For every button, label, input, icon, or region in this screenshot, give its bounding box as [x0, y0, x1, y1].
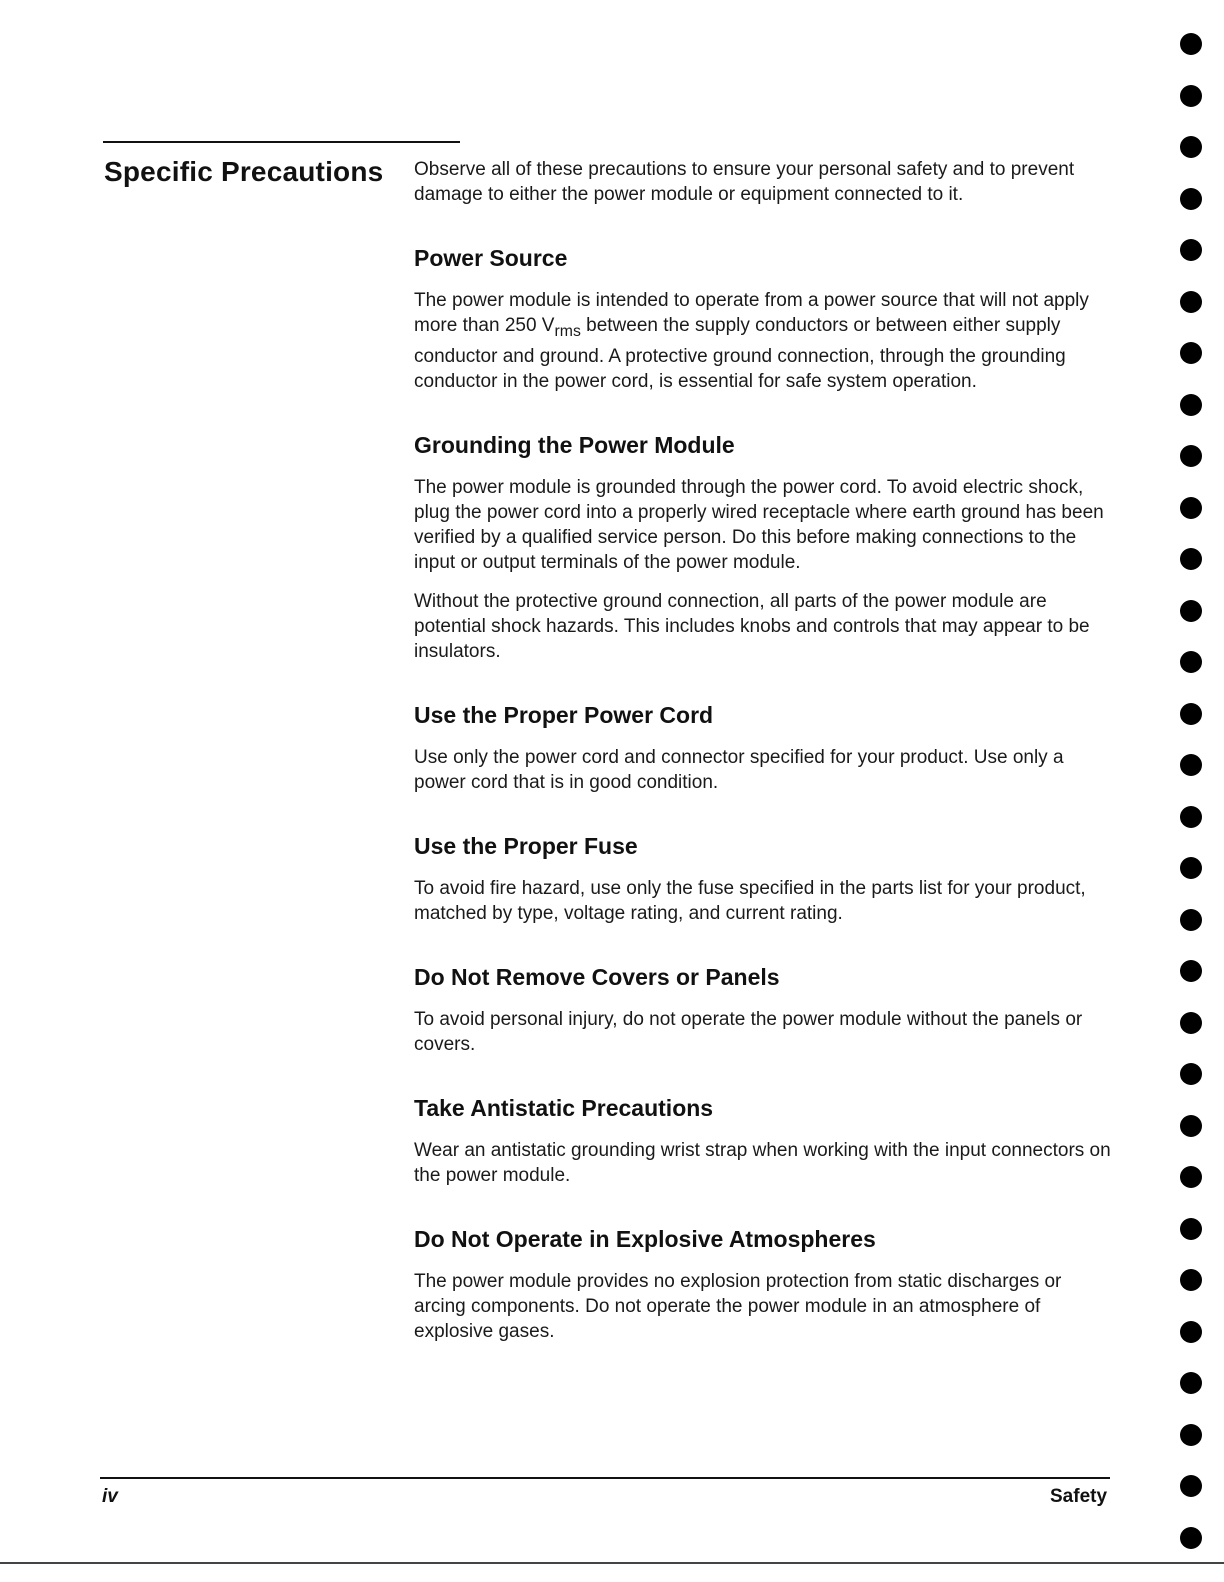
- section-heading: Do Not Remove Covers or Panels: [414, 963, 780, 990]
- punch-hole: [1180, 291, 1202, 313]
- footer-rule: [100, 1477, 1110, 1479]
- punch-hole: [1180, 188, 1202, 210]
- punch-hole: [1180, 394, 1202, 416]
- punch-hole: [1180, 85, 1202, 107]
- punch-hole: [1180, 1012, 1202, 1034]
- punch-hole: [1180, 1115, 1202, 1137]
- punch-hole: [1180, 239, 1202, 261]
- section-paragraph: The power module provides no explosion protection from static discharges or arcing components. Do not operate the power module in an atmosphere of explosive gases.: [414, 1270, 1062, 1342]
- punch-hole: [1180, 1321, 1202, 1343]
- punch-hole: [1180, 960, 1202, 982]
- section-fuse: [414, 832, 1114, 926]
- punch-hole: [1180, 548, 1202, 570]
- punch-hole: [1180, 1527, 1202, 1549]
- section-covers: [414, 963, 1114, 1057]
- section-explosive: [414, 1225, 1114, 1344]
- punch-hole: [1180, 651, 1202, 673]
- section-paragraph: The power module is intended to operate from a power source that will not apply more than 250 $V_{rms}$ between the supply conductors or between either supply conductor and ground. A protective ground connection, through the grounding conductor in the power cord, is essential for safe system operation.: [414, 290, 1089, 392]
- intro-paragraph: Observe all of these precautions to ensure your personal safety and to prevent damage to either the power module or equipment connected to it.: [414, 159, 1075, 205]
- footer-section-name: Safety: [1050, 1486, 1108, 1507]
- section-heading: Power Source: [414, 245, 568, 271]
- punch-hole: [1180, 342, 1202, 364]
- section-paragraph: Use only the power cord and connector specified for your product. Use only a power cord that is in good condition.: [414, 746, 1064, 793]
- punch-hole: [1180, 909, 1202, 931]
- section-antistatic: [414, 1094, 1114, 1188]
- punch-hole: [1180, 1166, 1202, 1188]
- subscript-rms: rms: [554, 322, 581, 340]
- section-paragraph: Without the protective ground connection, all parts of the power module are potential shock hazards. This includes knobs and controls that may appear to be insulators.: [414, 590, 1090, 662]
- section-heading: Grounding the Power Module: [414, 431, 735, 458]
- page-edge-line: [0, 1562, 1224, 1564]
- page-title: Specific Precautions: [104, 156, 384, 187]
- punch-hole: [1180, 136, 1202, 158]
- section-power-cord: [414, 701, 1114, 795]
- section-paragraph: To avoid personal injury, do not operate the power module without the panels or covers.: [414, 1008, 1083, 1055]
- punch-hole: [1180, 703, 1202, 725]
- section-heading: Use the Proper Power Cord: [414, 701, 714, 728]
- punch-hole: [1180, 600, 1202, 622]
- punch-hole: [1180, 445, 1202, 467]
- punch-hole: [1180, 857, 1202, 879]
- section-heading: Do Not Operate in Explosive Atmospheres: [414, 1225, 876, 1252]
- punch-hole: [1180, 33, 1202, 55]
- section-heading: Use the Proper Fuse: [414, 832, 638, 859]
- top-rule: [103, 141, 460, 143]
- punch-hole: [1180, 1372, 1202, 1394]
- punch-hole: [1180, 806, 1202, 828]
- punch-hole: [1180, 497, 1202, 519]
- section-paragraph: Wear an antistatic grounding wrist strap when working with the input connectors on the power module.: [414, 1139, 1111, 1186]
- punch-hole: [1180, 1218, 1202, 1240]
- footer-page-number: iv: [102, 1486, 118, 1507]
- section-power-source: [414, 244, 1114, 394]
- punch-hole: [1180, 1269, 1202, 1291]
- section-heading: Take Antistatic Precautions: [414, 1094, 714, 1121]
- punch-hole: [1180, 1475, 1202, 1497]
- punch-hole: [1180, 1063, 1202, 1085]
- binding-punch-holes: [1180, 33, 1204, 1553]
- punch-hole: [1180, 1424, 1202, 1446]
- punch-hole: [1180, 754, 1202, 776]
- section-paragraph: The power module is grounded through the power cord. To avoid electric shock, plug the power cord into a properly wired receptacle where earth ground has been verified by a qualified service person. Do this before making connections to the input or output terminals of the power module.: [414, 476, 1104, 573]
- section-paragraph: To avoid fire hazard, use only the fuse specified in the parts list for your product, matched by type, voltage rating, and current rating.: [414, 877, 1086, 924]
- section-grounding: [414, 431, 1114, 664]
- content-column: [414, 157, 1114, 1344]
